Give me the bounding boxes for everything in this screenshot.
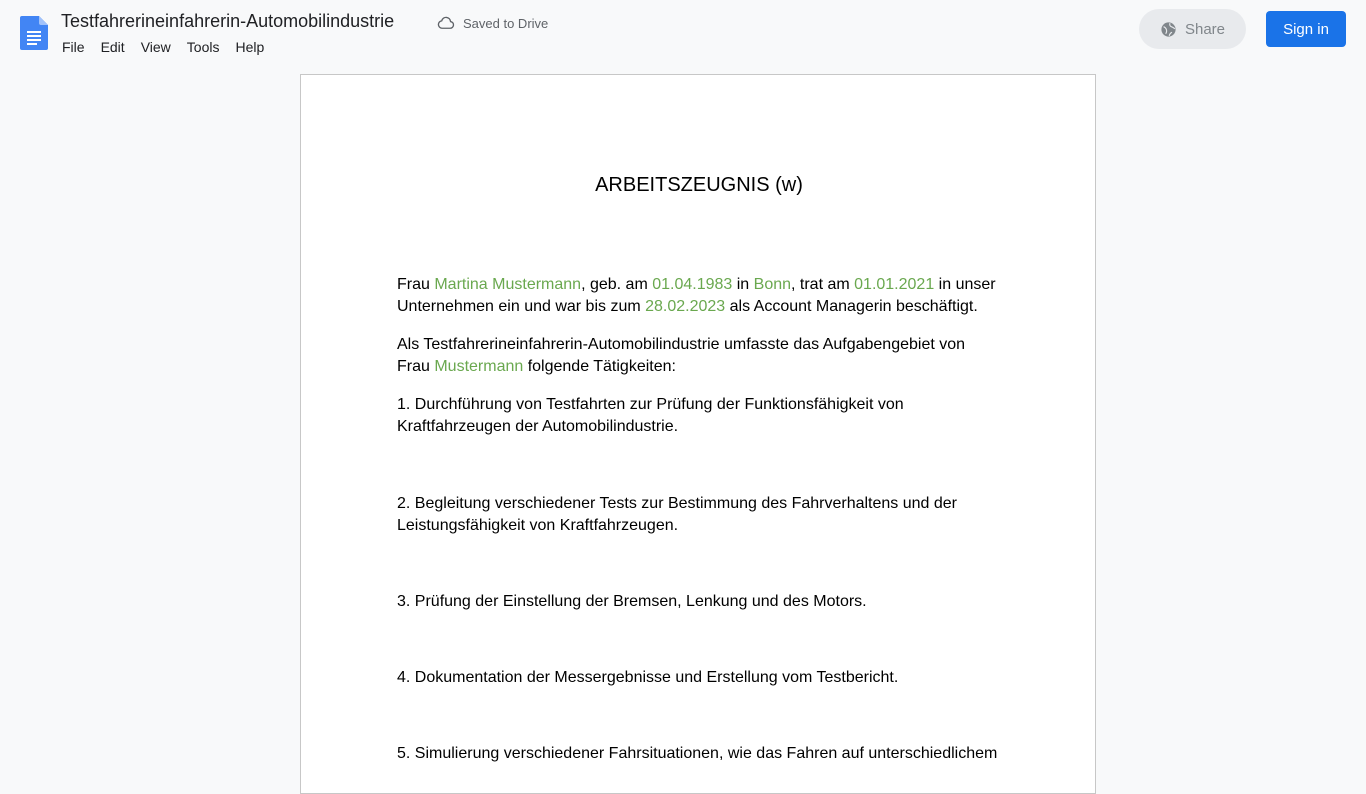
- employee-surname-field: Mustermann: [434, 358, 524, 375]
- task-item-5: 5. Simulierung verschiedener Fahrsituationen, wie das Fahren auf unterschiedlichem: [397, 745, 998, 762]
- menu-view[interactable]: View: [140, 39, 171, 55]
- share-label: Share: [1184, 20, 1226, 38]
- scope-text: Als Testfahrerineinfahrerin-Automobilindustrie umfasste das Aufgabengebiet von Frau: [397, 336, 966, 375]
- save-status[interactable]: [437, 13, 548, 33]
- employee-name-field: Martina Mustermann: [434, 276, 582, 293]
- task-item-2: 2. Begleitung verschiedener Tests zur Bestimmung des Fahrverhaltens und der Leistungsfähigkeit von Kraftfahrzeugen.: [397, 495, 958, 534]
- sign-in-button[interactable]: Sign in: [1266, 11, 1346, 47]
- menu-tools[interactable]: Tools: [186, 39, 220, 55]
- task-item-4: 4. Dokumentation der Messergebnisse und Erstellung vom Testbericht.: [397, 669, 899, 686]
- intro-text: in unser Unternehmen ein und war bis zum: [397, 276, 996, 315]
- menu-help[interactable]: Help: [235, 39, 265, 55]
- task-item-1: 1. Durchführung von Testfahrten zur Prüfung der Funktionsfähigkeit von Kraftfahrzeugen der Automobilindustrie.: [397, 396, 904, 435]
- intro-text: , trat am: [791, 276, 855, 293]
- start-date-field: 01.01.2021: [854, 276, 935, 293]
- intro-paragraph: [397, 274, 1001, 318]
- intro-text: , geb. am: [581, 276, 653, 293]
- menu-edit[interactable]: Edit: [100, 39, 125, 55]
- menu-file[interactable]: File: [62, 39, 85, 55]
- google-docs-icon[interactable]: [20, 16, 48, 50]
- intro-text: in: [732, 276, 754, 293]
- globe-icon: [1160, 21, 1177, 38]
- save-status-label: Saved to Drive: [463, 15, 549, 31]
- intro-text: Frau: [397, 276, 435, 293]
- share-button[interactable]: [1139, 9, 1246, 49]
- cloud-done-icon: [437, 14, 455, 32]
- scope-text: folgende Tätigkeiten:: [523, 358, 676, 375]
- document-title[interactable]: Testfahrerineinfahrerin-Automobilindustrie: [61, 11, 395, 31]
- end-date-field: 28.02.2023: [645, 298, 726, 315]
- document-page[interactable]: [300, 74, 1096, 794]
- birth-date-field: 01.04.1983: [652, 276, 733, 293]
- task-item-3: 3. Prüfung der Einstellung der Bremsen, Lenkung und des Motors.: [397, 593, 867, 610]
- birth-place-field: Bonn: [753, 276, 792, 293]
- top-bar: [0, 0, 1366, 64]
- intro-text: als Account Managerin beschäftigt.: [725, 298, 978, 315]
- menu-bar: [54, 36, 272, 58]
- document-heading: ARBEITSZEUGNIS (w): [595, 174, 803, 196]
- scope-paragraph: [397, 334, 1001, 378]
